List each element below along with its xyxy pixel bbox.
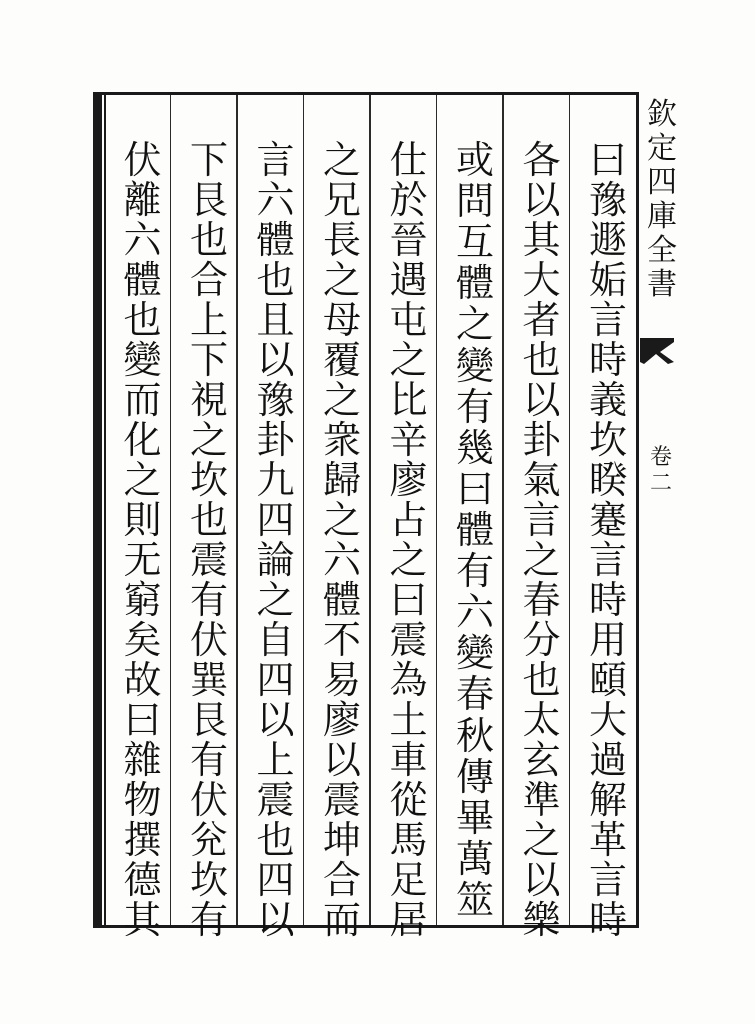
- text-column-4: 仕 於 晉 遇 屯 之 比 辛 廖 占 之 曰 震 為 土 車 從 馬 足 居: [389, 138, 428, 942]
- text-column-3: 或 問 互 體 之 變 有 幾 曰 體 有 六 變 春 秋 傳 畢 萬 筮: [455, 138, 494, 922]
- fish-tail-mark-icon: [638, 336, 676, 366]
- text-column-5: 之 兄 長 之 母 覆 之 衆 歸 之 六 體 不 易 廖 以 震 坤 合 而: [322, 138, 361, 942]
- frame-left-thin-rule: [104, 92, 106, 928]
- text-column-7: 下 艮 也 合 上 下 視 之 坎 也 震 有 伏 巽 艮 有 伏 兊 坎 有: [189, 138, 228, 942]
- margin-volume-number: 卷 二: [649, 445, 672, 496]
- text-column-2: 各 以 其 大 者 也 以 卦 氣 言 之 春 分 也 太 玄 準 之 以 樂: [522, 138, 561, 942]
- text-column-8: 伏 離 六 體 也 變 而 化 之 則 无 窮 矣 故 曰 雜 物 撰 德 其: [123, 138, 162, 942]
- frame-top-rule: [93, 92, 638, 95]
- text-column-6: 言 六 體 也 且 以 豫 卦 九 四 論 之 自 四 以 上 震 也 四 以: [256, 138, 295, 942]
- frame-left-thick-rule: [93, 92, 102, 928]
- margin-book-title: 欽 定 四 庫 全 書: [647, 97, 677, 302]
- text-column-1: 曰 豫 遯 姤 言 時 義 坎 睽 蹇 言 時 用 頤 大 過 解 革 言 時: [588, 138, 627, 942]
